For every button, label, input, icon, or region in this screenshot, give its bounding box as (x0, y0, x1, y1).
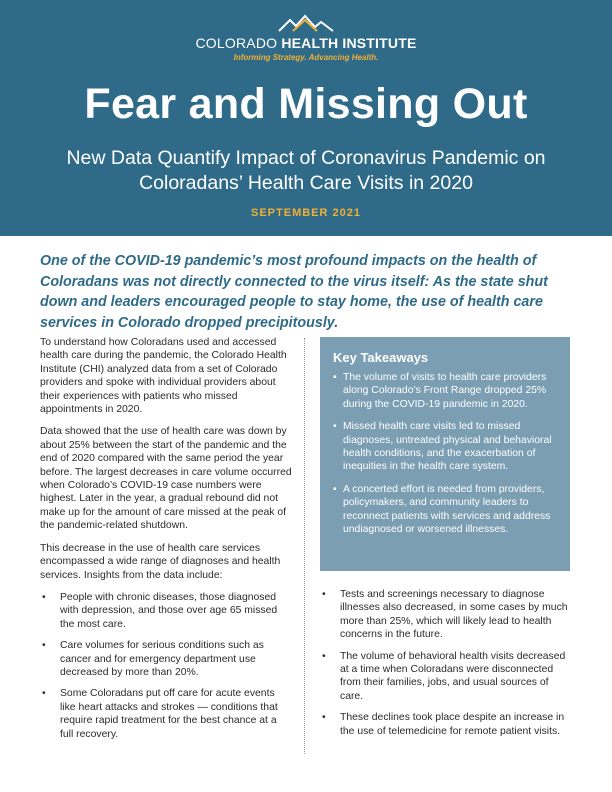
column-divider (304, 338, 305, 754)
logo-name-bold: HEALTH INSTITUTE (281, 35, 417, 51)
list-item: • A concerted effort is needed from providers, policymakers, and community leaders to reconnect patients with services and address undiagnosed or worsened illnesses. (333, 483, 558, 537)
list-item: • Care volumes for serious conditions such as cancer and for emergency department use decreased by more than 20%. (40, 639, 292, 679)
mountain-logo-icon (277, 14, 335, 34)
key-takeaways-list (333, 371, 558, 536)
publication-date: SEPTEMBER 2021 (251, 207, 361, 219)
logo-name (0, 35, 612, 51)
list-item: • Some Coloradans put off care for acute events like heart attacks and strokes — conditions that require rapid treatment for the best chance at a full recovery. (40, 687, 292, 741)
key-takeaways-heading: Key Takeaways (333, 350, 429, 365)
body-paragraph: To understand how Coloradans used and accessed health care during the pandemic, the Colorado Health Institute (CHI) analyzed data from a set of Colorado providers and spoke with individual providers about their experiences with patients who missed appointments in 2020. (40, 337, 287, 416)
key-takeaways-box (320, 337, 570, 571)
list-item: • Tests and screenings necessary to diagnose illnesses also decreased, in some cases by much more than 25%, which will likely lead to health concerns in the future. (320, 588, 572, 642)
logo-tagline: Informing Strategy. Advancing Health. (233, 53, 379, 62)
list-item: • The volume of visits to health care providers along Colorado’s Front Range dropped 25% during the COVID-19 pandemic in 2020. (333, 371, 558, 411)
body-paragraph: Data showed that the use of health care was down by about 25% between the start of the pandemic and the end of 2020 compared with the same period the year before. The largest decreases in care volume occurred when Colorado’s COVID-19 case numbers were highest. Later in the year, a gradual rebound did not make up for the amount of care missed at the peak of the pandemic-related shutdown. (40, 426, 292, 532)
insights-list (40, 591, 292, 741)
right-bullet-list (320, 588, 572, 738)
left-column (40, 336, 292, 749)
right-column (320, 588, 572, 746)
list-item: • Missed health care visits led to missed diagnoses, untreated physical and behavioral health conditions, and the exacerbation of inequities in the health care system. (333, 420, 558, 474)
body-paragraph: This decrease in the use of health care services encompassed a wide range of diagnoses and health services. Insights from the data include: (40, 542, 281, 581)
page-subtitle: New Data Quantify Impact of Coronavirus Pandemic on Coloradans’ Health Care Visits in 2020 (66, 147, 546, 194)
list-item: • People with chronic diseases, those diagnosed with depression, and those over age 65 missed the most care. (40, 591, 292, 631)
logo[interactable] (0, 14, 612, 62)
header-band (0, 0, 612, 236)
logo-name-regular: COLORADO (195, 35, 278, 51)
list-item: • These declines took place despite an increase in the use of telemedicine for remote patient visits. (320, 711, 572, 738)
intro-paragraph: One of the COVID-19 pandemic’s most profound impacts on the health of Coloradans was not directly connected to the virus itself: As the state shut down and leaders encouraged people to stay home, the use of health care services in Colorado dropped precipitously. (40, 253, 548, 331)
list-item: • The volume of behavioral health visits decreased at a time when Coloradans were disconnected from their families, jobs, and usual sources of care. (320, 650, 572, 704)
page-title: Fear and Missing Out (84, 80, 528, 128)
